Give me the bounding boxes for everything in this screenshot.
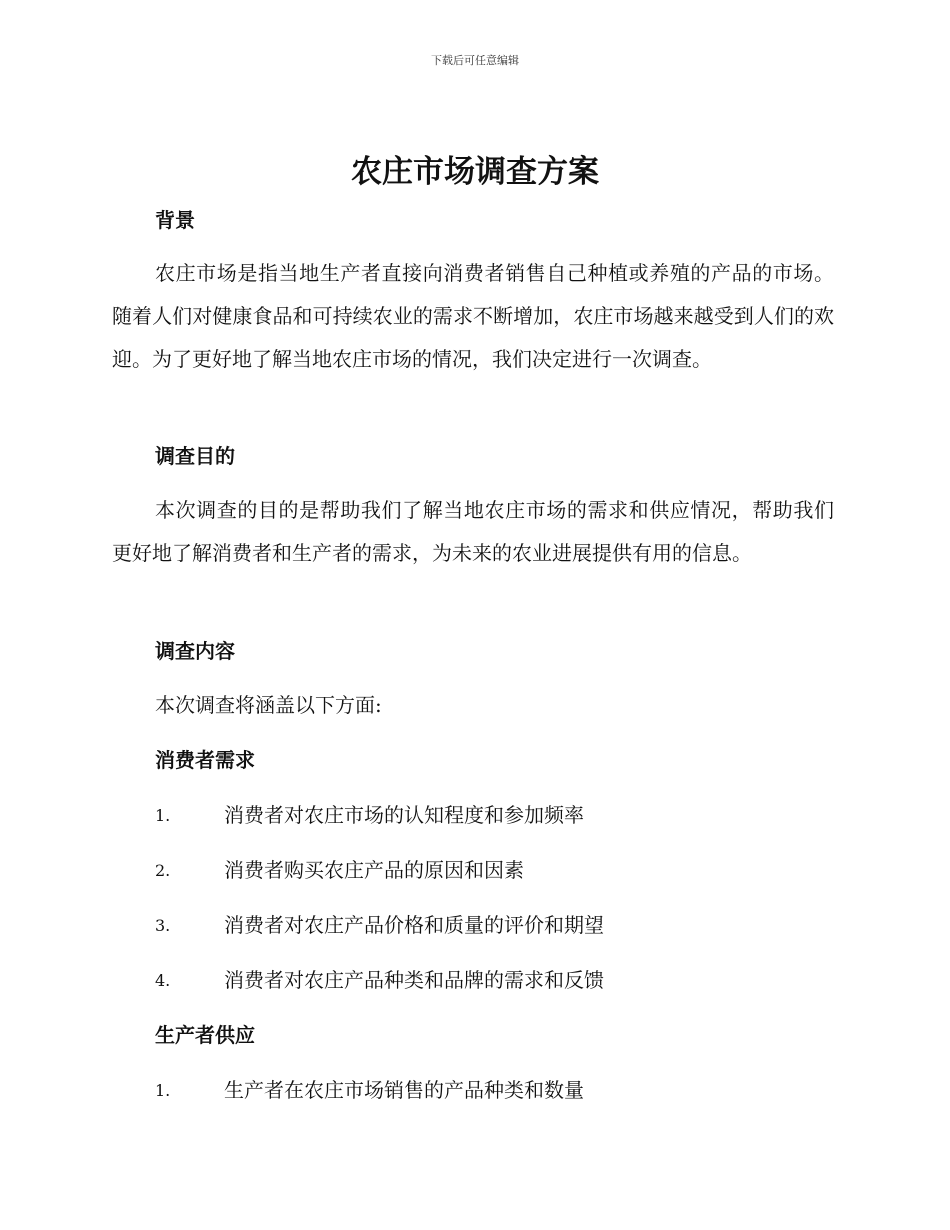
heading-consumer-demand: 消费者需求 <box>155 748 255 772</box>
header-note: 下载后可任意编辑 <box>431 54 519 67</box>
heading-content: 调查内容 <box>155 639 235 663</box>
list-number: 1. <box>155 1081 171 1100</box>
list-text: 生产者在农庄市场销售的产品种类和数量 <box>224 1078 584 1102</box>
list-text: 消费者购买农庄产品的原因和因素 <box>224 858 524 882</box>
list-item <box>155 801 855 829</box>
list-item <box>155 856 855 884</box>
list-text: 消费者对农庄市场的认知程度和参加频率 <box>224 803 584 827</box>
list-item <box>155 911 855 939</box>
list-number: 3. <box>155 916 171 935</box>
heading-producer-supply: 生产者供应 <box>155 1023 255 1047</box>
document-title: 农庄市场调查方案 <box>351 154 599 190</box>
list-text: 消费者对农庄产品价格和质量的评价和期望 <box>224 913 604 937</box>
list-number: 4. <box>155 971 171 990</box>
heading-background: 背景 <box>155 208 195 232</box>
list-item <box>155 1076 855 1104</box>
paragraph-purpose: 本次调查的目的是帮助我们了解当地农庄市场的需求和供应情况，帮助我们更好地了解消费者和生产者的需求，为未来的农业进展提供有用的信息。 <box>112 498 834 565</box>
list-item <box>155 966 855 994</box>
list-number: 2. <box>155 861 171 880</box>
heading-purpose: 调查目的 <box>155 444 235 468</box>
list-number: 1. <box>155 806 171 825</box>
list-text: 消费者对农庄产品种类和品牌的需求和反馈 <box>224 968 604 992</box>
content-intro: 本次调查将涵盖以下方面: <box>155 693 382 717</box>
paragraph-background: 农庄市场是指当地生产者直接向消费者销售自己种植或养殖的产品的市场。随着人们对健康食品和可持续农业的需求不断增加，农庄市场越来越受到人们的欢迎。为了更好地了解当地农庄市场的情况，我们决定进行一次调查。 <box>112 261 834 371</box>
